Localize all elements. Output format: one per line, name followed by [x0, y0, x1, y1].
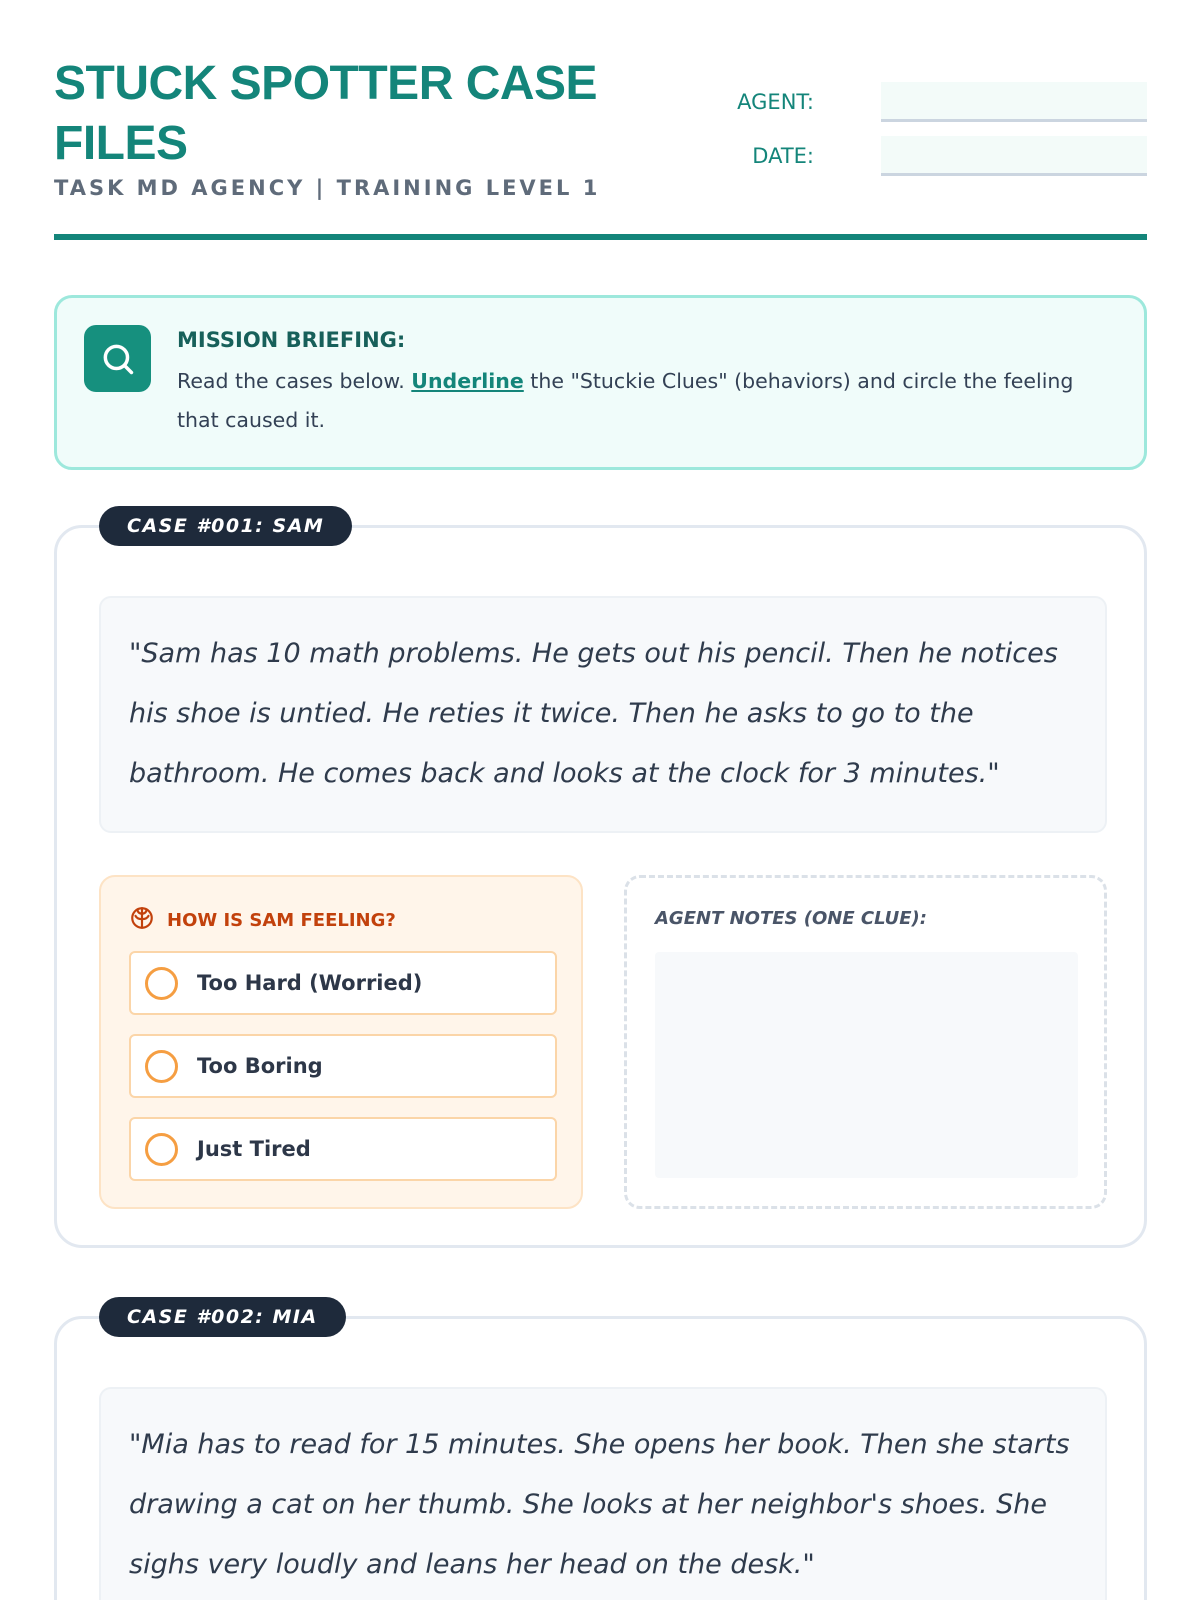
agent-input[interactable]: [881, 82, 1147, 122]
case-card-mia: [54, 1306, 1147, 1600]
option-label: Too Hard (Worried): [197, 971, 423, 995]
briefing-text-end: the "Stuckie Clues" (behaviors) and circle the feeling that caused it.: [177, 369, 1074, 432]
feeling-option-just-tired[interactable]: [129, 1117, 557, 1181]
mission-briefing: [54, 295, 1147, 470]
page-title: STUCK SPOTTER CASE FILES: [54, 57, 598, 170]
header-divider: [54, 234, 1147, 240]
notes-input[interactable]: [655, 952, 1078, 1178]
briefing-text-start: Read the cases below.: [177, 369, 412, 393]
search-icon: [84, 325, 151, 392]
feeling-option-too-boring[interactable]: [129, 1034, 557, 1098]
feeling-title-text: HOW IS SAM FEELING?: [167, 910, 396, 931]
case-story: "Sam has 10 math problems. He gets out his pencil. Then he notices his shoe is untied. He reties it twice. Then he asks to go to the bathroom. He comes back and looks at the clock for 3 minutes.": [99, 596, 1107, 833]
briefing-title: MISSION BRIEFING:: [177, 328, 406, 352]
date-field: [694, 136, 1147, 178]
feeling-option-too-hard[interactable]: [129, 951, 557, 1015]
radio-circle[interactable]: [145, 1050, 178, 1083]
option-label: Just Tired: [197, 1137, 311, 1161]
radio-circle[interactable]: [145, 1133, 178, 1166]
feeling-title: [129, 905, 396, 936]
agent-field: [694, 82, 1147, 124]
case-tag: CASE #001: SAM: [99, 506, 352, 546]
underline-keyword: Underline: [411, 369, 524, 393]
agent-notes: [624, 875, 1107, 1209]
page-subtitle: TASK MD AGENCY | TRAINING LEVEL 1: [54, 176, 601, 200]
agent-label: AGENT:: [737, 90, 814, 114]
radio-circle[interactable]: [145, 967, 178, 1000]
case-tag: CASE #002: MIA: [99, 1297, 346, 1337]
worksheet-header: [54, 54, 1147, 244]
case-card-sam: [54, 515, 1147, 1248]
brain-icon: [129, 905, 155, 936]
briefing-text: [177, 362, 1117, 440]
date-input[interactable]: [881, 136, 1147, 176]
notes-title: AGENT NOTES (ONE CLUE):: [655, 908, 927, 929]
option-label: Too Boring: [197, 1054, 323, 1078]
case-story: "Mia has to read for 15 minutes. She opens her book. Then she starts drawing a cat on her thumb. She looks at her neighbor's shoes. She sighs very loudly and leans her head on the desk.": [99, 1387, 1107, 1600]
feeling-question: [99, 875, 583, 1209]
date-label: DATE:: [752, 144, 814, 168]
